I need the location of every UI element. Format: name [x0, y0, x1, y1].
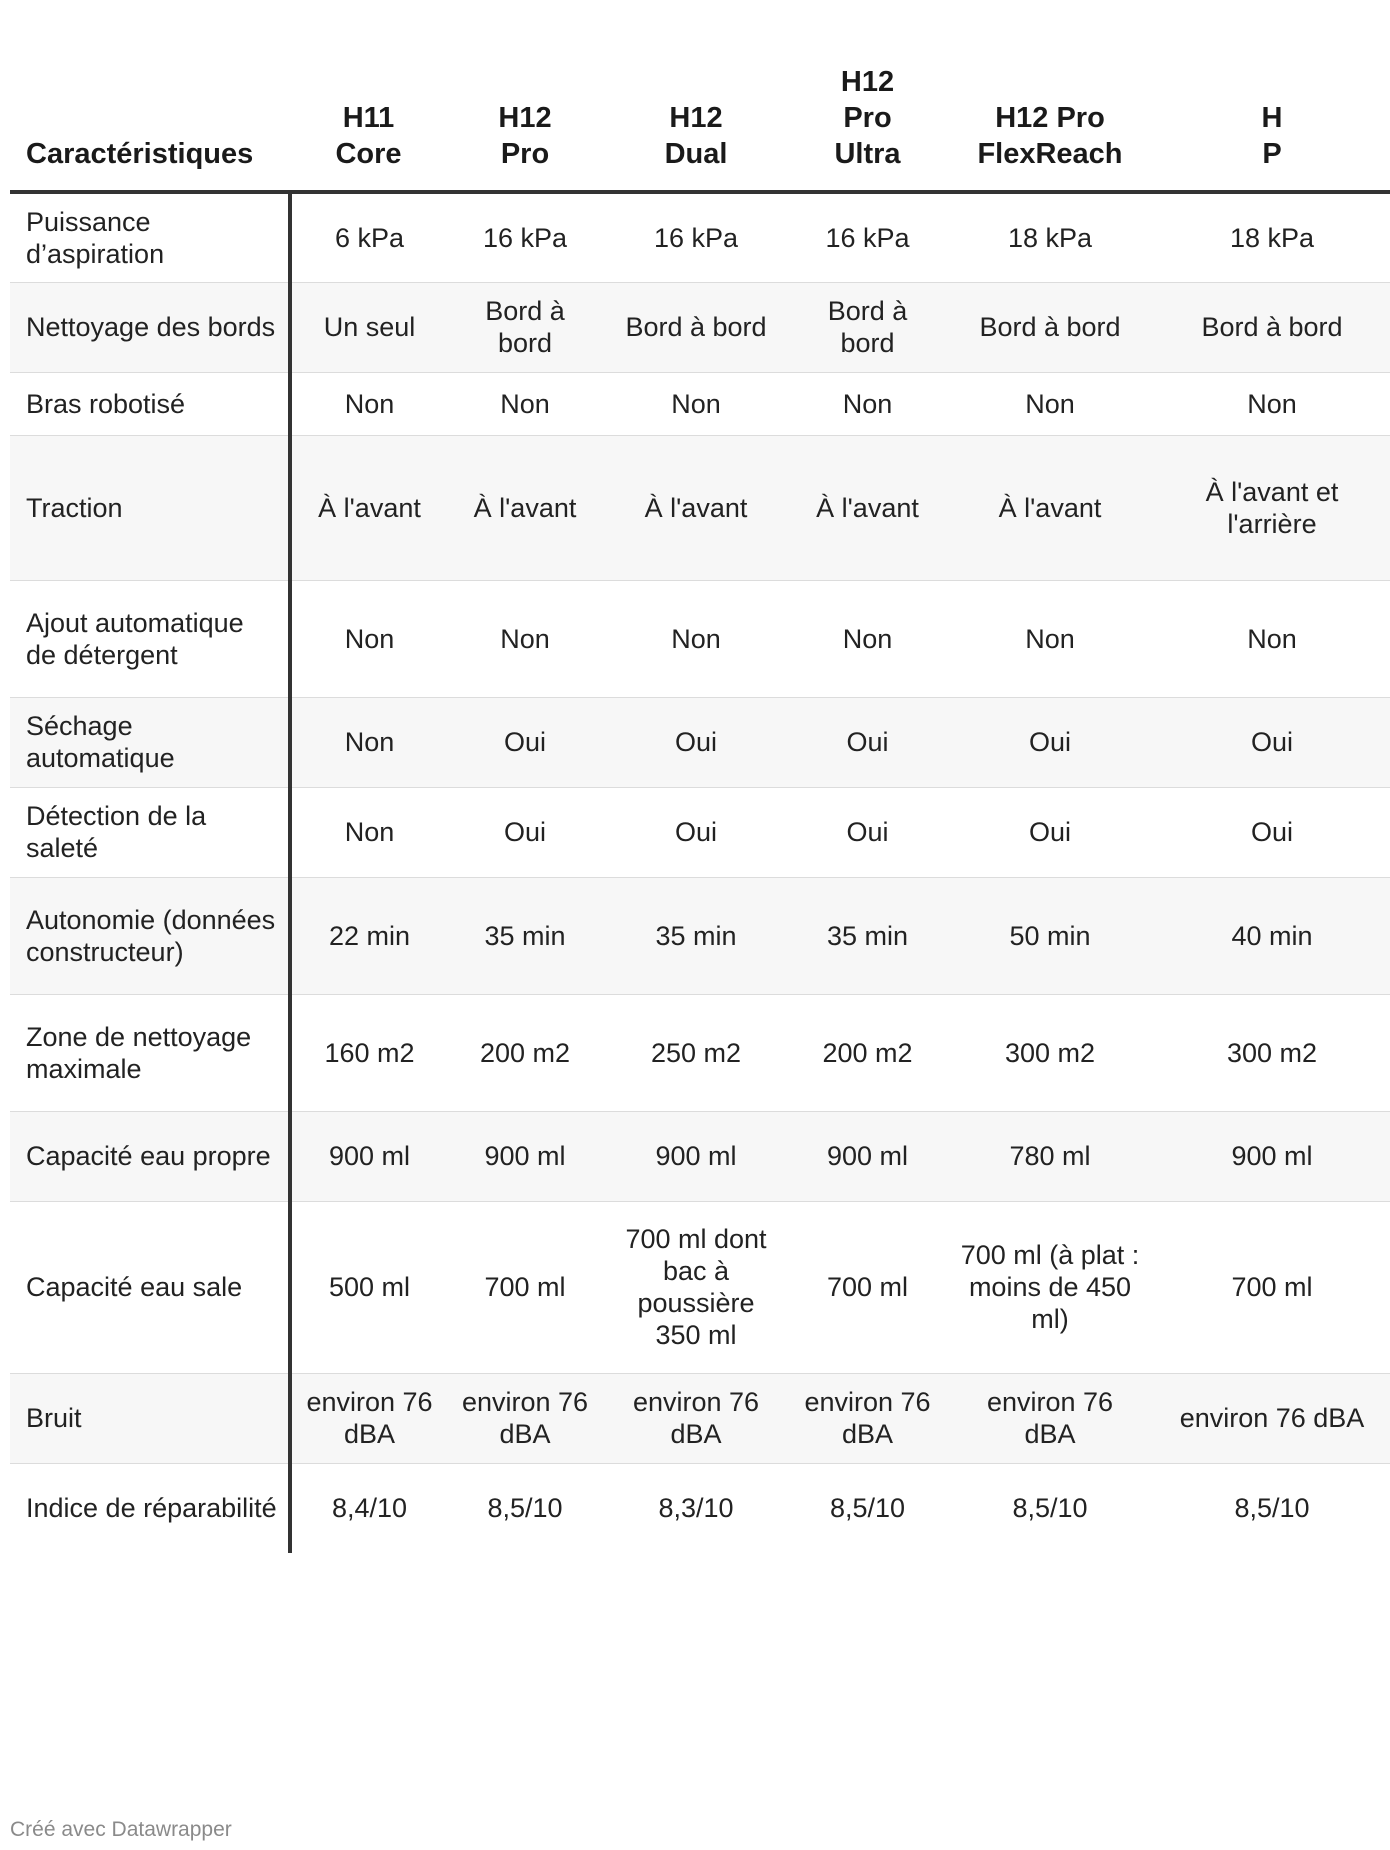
table-cell: 8,5/10: [829, 1493, 906, 1524]
table-row: [10, 372, 1390, 435]
table-cell: 18 kPa: [946, 192, 1154, 282]
table-cell: Non: [447, 372, 603, 435]
table-cell: 500 ml: [290, 1201, 447, 1373]
row-label: Puissance d’aspiration: [10, 192, 290, 282]
table-row: [10, 192, 1390, 282]
table-cell: Bord à bord: [946, 282, 1154, 372]
table-cell: À l'avant: [290, 435, 447, 580]
table-cell: Bord à bord: [603, 282, 789, 372]
table-cell: environ 76 dBA: [603, 1373, 789, 1463]
row-label: Capacité eau sale: [10, 1201, 290, 1373]
table-row: [10, 787, 1390, 877]
table-cell: Oui: [603, 787, 789, 877]
row-label: Zone de nettoyage maximale: [10, 994, 290, 1111]
table-cell: Oui: [447, 787, 603, 877]
table-header: [10, 0, 1390, 192]
table-cell: Non: [789, 580, 946, 697]
table-cell: Non: [290, 372, 447, 435]
table-cell: 35 min: [789, 877, 946, 994]
header-characteristics: Caractéristiques: [10, 0, 290, 192]
header-model: H12 Pro FlexReach: [946, 0, 1154, 192]
table-cell: 700 ml: [447, 1201, 603, 1373]
table-cell: Oui: [946, 697, 1154, 787]
table-cell: 160 m2: [290, 994, 447, 1111]
table-cell: 8,5/10: [1234, 1493, 1310, 1524]
table-cell: environ 76 dBA: [946, 1373, 1154, 1463]
header-model: H P: [1154, 0, 1390, 192]
table-cell: À l'avant: [603, 435, 789, 580]
table-cell: 35 min: [603, 877, 789, 994]
table-cell: Non: [290, 787, 447, 877]
table-cell: 8,5/10: [487, 1493, 563, 1524]
table-cell: 35 min: [447, 877, 603, 994]
comparison-table-container: [10, 0, 1365, 1790]
table-cell: 8,4/10: [331, 1493, 408, 1524]
table-cell: Bord à bord: [447, 282, 603, 372]
row-label: Nettoyage des bords: [10, 282, 290, 372]
table-cell: environ 76 dBA: [290, 1373, 447, 1463]
table-cell: Non: [1154, 372, 1390, 435]
row-label: Capacité eau propre: [10, 1111, 290, 1201]
row-label: Indice de réparabilité: [10, 1463, 290, 1553]
table-cell: environ 76 dBA: [789, 1373, 946, 1463]
table-cell: environ 76 dBA: [1154, 1373, 1390, 1463]
table-cell: 300 m2: [1154, 994, 1390, 1111]
table-cell: 40 min: [1154, 877, 1390, 994]
datawrapper-credit[interactable]: Créé avec Datawrapper: [10, 1818, 232, 1841]
table-row: [10, 1111, 1390, 1201]
table-cell: 16 kPa: [603, 192, 789, 282]
header-model: H12 Dual: [603, 0, 789, 192]
table-cell: Non: [290, 580, 447, 697]
table-row: [10, 282, 1390, 372]
table-cell: 700 ml: [1154, 1201, 1390, 1373]
table-cell: Bord à bord: [789, 282, 946, 372]
table-row: [10, 697, 1390, 787]
table-cell: 8,3/10: [658, 1493, 734, 1524]
table-cell: 900 ml: [447, 1111, 603, 1201]
row-label: Séchage automatique: [10, 697, 290, 787]
table-cell: Oui: [789, 697, 946, 787]
row-label: Autonomie (données constructeur): [10, 877, 290, 994]
table-row: [10, 1201, 1390, 1373]
table-cell: 200 m2: [789, 994, 946, 1111]
table-cell: Un seul: [290, 282, 447, 372]
comparison-table: [10, 0, 1390, 1553]
table-cell: 900 ml: [603, 1111, 789, 1201]
table-cell: Non: [290, 697, 447, 787]
table-cell: 8,5/10: [1012, 1493, 1088, 1524]
table-row: [10, 1373, 1390, 1463]
row-label: Bras robotisé: [10, 372, 290, 435]
header-model: H11 Core: [290, 0, 447, 192]
table-cell: Oui: [1154, 787, 1390, 877]
header-model: H12 Pro Ultra: [789, 0, 946, 192]
table-cell: 700 ml dont bac à poussière 350 ml: [603, 1201, 789, 1373]
table-cell: 700 ml: [789, 1201, 946, 1373]
table-cell: 6 kPa: [290, 192, 447, 282]
table-cell: 900 ml: [1154, 1111, 1390, 1201]
table-cell: 22 min: [290, 877, 447, 994]
table-row: [10, 1463, 1390, 1553]
table-cell: 900 ml: [789, 1111, 946, 1201]
table-cell: 780 ml: [946, 1111, 1154, 1201]
row-label: Détection de la saleté: [10, 787, 290, 877]
table-cell: 200 m2: [447, 994, 603, 1111]
table-cell: À l'avant: [789, 435, 946, 580]
table-cell: À l'avant et l'arrière: [1154, 435, 1390, 580]
table-cell: À l'avant: [946, 435, 1154, 580]
table-cell: 16 kPa: [447, 192, 603, 282]
table-cell: Oui: [1154, 697, 1390, 787]
table-cell: Non: [1154, 580, 1390, 697]
header-model: H12 Pro: [447, 0, 603, 192]
table-cell: Oui: [447, 697, 603, 787]
table-row: [10, 580, 1390, 697]
table-cell: À l'avant: [447, 435, 603, 580]
table-cell: Non: [789, 372, 946, 435]
table-cell: Non: [603, 580, 789, 697]
table-row: [10, 435, 1390, 580]
table-cell: 16 kPa: [789, 192, 946, 282]
table-cell: environ 76 dBA: [447, 1373, 603, 1463]
table-cell: Bord à bord: [1154, 282, 1390, 372]
table-cell: Non: [447, 580, 603, 697]
table-cell: 50 min: [946, 877, 1154, 994]
row-label: Bruit: [10, 1373, 290, 1463]
table-cell: 250 m2: [603, 994, 789, 1111]
header-row: [10, 0, 1390, 192]
table-cell: 700 ml (à plat : moins de 450 ml): [946, 1201, 1154, 1373]
table-cell: Non: [946, 372, 1154, 435]
table-cell: Non: [946, 580, 1154, 697]
table-cell: 18 kPa: [1154, 192, 1390, 282]
table-cell: Non: [603, 372, 789, 435]
table-cell: 300 m2: [946, 994, 1154, 1111]
table-body: [10, 192, 1390, 1553]
table-cell: Oui: [603, 697, 789, 787]
table-cell: Oui: [946, 787, 1154, 877]
table-cell: Oui: [789, 787, 946, 877]
table-cell: 900 ml: [290, 1111, 447, 1201]
row-label: Ajout automatique de détergent: [10, 580, 290, 697]
table-row: [10, 877, 1390, 994]
row-label: Traction: [10, 435, 290, 580]
table-row: [10, 994, 1390, 1111]
